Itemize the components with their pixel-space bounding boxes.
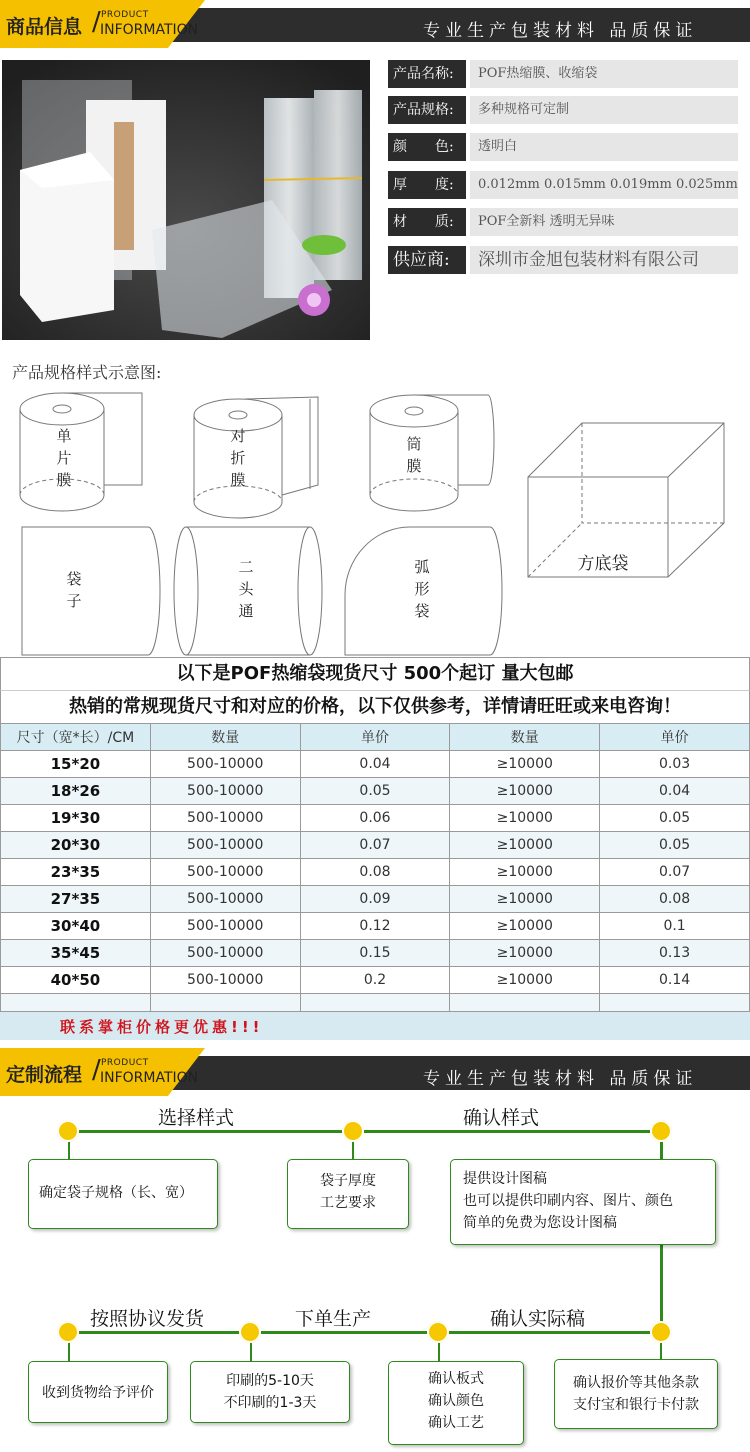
cell-price: 0.13 [600, 940, 750, 967]
info-value: POF热缩膜、收缩袋 [470, 60, 738, 88]
box-confirm [388, 1361, 524, 1445]
cell-price: 0.07 [300, 832, 450, 859]
box-lead-time [190, 1361, 350, 1423]
box-line: 也可以提供印刷内容、图片、颜色 [463, 1193, 673, 1209]
box-line: 确认工艺 [428, 1415, 484, 1431]
header-en: INFORMATION [100, 22, 199, 38]
table-title: 以下是POF热缩袋现货尺寸 500个起订 量大包邮 [0, 657, 750, 690]
cell-price: 0.08 [300, 859, 450, 886]
cell-empty [600, 994, 750, 1012]
cell-quantity: 500-10000 [150, 913, 300, 940]
header-cell-price: 单价 [600, 724, 750, 751]
box-size [28, 1159, 218, 1229]
box-design [450, 1159, 716, 1245]
shape-text: 对 折 膜 [230, 427, 246, 489]
info-row-supplier [388, 246, 738, 274]
cell-price: 0.05 [300, 778, 450, 805]
info-value: 透明白 [470, 133, 738, 161]
box-line: 确认板式 [428, 1371, 484, 1387]
cell-price: 0.04 [300, 751, 450, 778]
cell-size: 35*45 [1, 940, 151, 967]
cell-price: 0.07 [600, 859, 750, 886]
shape-single-label [52, 425, 76, 491]
header-slogan: 专业生产包装材料 品质保证 [423, 1069, 698, 1089]
shape-text: 单 片 膜 [56, 427, 72, 489]
contact-bar [0, 1012, 750, 1040]
process-header [0, 1048, 750, 1096]
flow-dot [57, 1321, 79, 1343]
info-row-spec [388, 96, 738, 124]
cell-size: 20*30 [1, 832, 151, 859]
cell-price: 0.06 [300, 805, 450, 832]
info-label: 产品规格: [388, 96, 466, 124]
shape-square-label [558, 553, 648, 575]
info-value: 深圳市金旭包装材料有限公司 [470, 246, 738, 274]
table-row [1, 859, 750, 886]
cell-size: 18*26 [1, 778, 151, 805]
info-label: 供应商: [388, 246, 466, 274]
box-review [28, 1361, 168, 1423]
header-title: 定制流程 [6, 1064, 83, 1086]
flow-dot [650, 1321, 672, 1343]
table-row [1, 940, 750, 967]
header-cell-size: 尺寸（宽*长）/CM [1, 724, 151, 751]
step-select-style: 选择样式 [158, 1107, 235, 1129]
flow-dot [650, 1120, 672, 1142]
header-title: 商品信息 [6, 16, 83, 38]
box-line: 工艺要求 [320, 1195, 376, 1211]
cell-quantity: ≥10000 [450, 967, 600, 994]
shape-bag-label [62, 568, 86, 612]
table-row [1, 886, 750, 913]
product-photo [2, 60, 370, 340]
cell-empty [1, 994, 151, 1012]
cell-quantity: 500-10000 [150, 886, 300, 913]
cell-quantity: ≥10000 [450, 859, 600, 886]
box-line: 确定袋子规格（长、宽） [39, 1185, 193, 1201]
shape-text: 弧 形 袋 [414, 558, 430, 620]
price-table [0, 723, 750, 1012]
cell-quantity: 500-10000 [150, 832, 300, 859]
table-row-empty [1, 994, 750, 1012]
box-line: 简单的免费为您设计图稿 [463, 1215, 617, 1231]
shape-text: 袋 子 [66, 570, 82, 610]
header-separator: / [92, 7, 101, 37]
box-line: 不印刷的1-3天 [223, 1395, 317, 1411]
shape-tube-label [402, 433, 426, 477]
step-ship: 按照协议发货 [90, 1308, 205, 1330]
box-line: 确认报价等其他条款 [573, 1375, 699, 1391]
cell-size: 19*30 [1, 805, 151, 832]
cell-quantity: 500-10000 [150, 859, 300, 886]
info-header [0, 0, 750, 48]
cell-quantity: ≥10000 [450, 886, 600, 913]
shape-text: 方底袋 [577, 554, 629, 574]
table-subtitle: 热销的常规现货尺寸和对应的价格，以下仅供参考，详情请旺旺或来电咨询！ [0, 690, 750, 724]
cell-price: 0.03 [600, 751, 750, 778]
cell-quantity: ≥10000 [450, 832, 600, 859]
cell-price: 0.05 [600, 832, 750, 859]
table-row [1, 751, 750, 778]
cell-quantity: 500-10000 [150, 751, 300, 778]
table-row [1, 778, 750, 805]
cell-quantity: ≥10000 [450, 778, 600, 805]
shape-folded-label [226, 425, 250, 491]
info-row-name [388, 60, 738, 88]
cell-quantity: 500-10000 [150, 940, 300, 967]
box-line: 印刷的5-10天 [226, 1373, 314, 1389]
flow-line-bottom [68, 1331, 662, 1334]
cell-empty [450, 994, 600, 1012]
cell-size: 23*35 [1, 859, 151, 886]
cell-price: 0.2 [300, 967, 450, 994]
cell-quantity: 500-10000 [150, 778, 300, 805]
info-label: 材 质: [388, 208, 466, 236]
cell-quantity: 500-10000 [150, 967, 300, 994]
cell-quantity: ≥10000 [450, 751, 600, 778]
shape-arc-label [410, 556, 434, 622]
contact-text: 联系掌柜价格更优惠!!! [60, 1018, 264, 1036]
cell-size: 27*35 [1, 886, 151, 913]
spec-diagram [0, 385, 750, 657]
spec-title: 产品规格样式示意图: [12, 363, 162, 382]
box-line: 确认颜色 [428, 1393, 484, 1409]
box-thickness [287, 1159, 409, 1229]
cell-empty [150, 994, 300, 1012]
cell-quantity: ≥10000 [450, 805, 600, 832]
cell-size: 40*50 [1, 967, 151, 994]
table-row [1, 805, 750, 832]
table-row [1, 913, 750, 940]
table-row [1, 967, 750, 994]
box-line: 收到货物给予评价 [42, 1385, 154, 1401]
flow-dot [57, 1120, 79, 1142]
cell-price: 0.05 [600, 805, 750, 832]
table-header-row [1, 724, 750, 751]
header-separator: / [92, 1055, 101, 1085]
info-label: 厚 度: [388, 171, 466, 199]
step-confirm-style: 确认样式 [463, 1107, 540, 1129]
header-cell-qty: 数量 [150, 724, 300, 751]
cell-price: 0.15 [300, 940, 450, 967]
cell-size: 15*20 [1, 751, 151, 778]
cell-price: 0.12 [300, 913, 450, 940]
info-value: 多种规格可定制 [470, 96, 738, 124]
info-row-material [388, 208, 738, 236]
info-row-thickness [388, 171, 738, 199]
cell-empty [300, 994, 450, 1012]
info-row-color [388, 133, 738, 161]
cell-quantity: 500-10000 [150, 805, 300, 832]
step-confirm-draft: 确认实际稿 [490, 1308, 586, 1330]
info-label: 产品名称: [388, 60, 466, 88]
info-value: 0.012mm 0.015mm 0.019mm 0.025mm [470, 171, 738, 199]
box-line: 支付宝和银行卡付款 [573, 1397, 699, 1413]
flow-dot [427, 1321, 449, 1343]
table-row [1, 832, 750, 859]
header-en: INFORMATION [100, 1070, 199, 1086]
shape-open-label [234, 556, 258, 622]
cell-price: 0.04 [600, 778, 750, 805]
header-cell-price: 单价 [300, 724, 450, 751]
cell-quantity: ≥10000 [450, 913, 600, 940]
header-slogan: 专业生产包装材料 品质保证 [423, 21, 698, 41]
box-line: 提供设计图稿 [463, 1171, 547, 1187]
cell-price: 0.08 [600, 886, 750, 913]
flow-dot [239, 1321, 261, 1343]
cell-quantity: ≥10000 [450, 940, 600, 967]
header-en-small: PRODUCT [101, 10, 149, 20]
shape-text: 筒 膜 [406, 435, 422, 475]
flow-line-top [68, 1130, 662, 1133]
step-production: 下单生产 [295, 1308, 372, 1330]
cell-price: 0.1 [600, 913, 750, 940]
info-label: 颜 色: [388, 133, 466, 161]
flow-dot [342, 1120, 364, 1142]
box-line: 袋子厚度 [320, 1173, 376, 1189]
header-en-small: PRODUCT [101, 1058, 149, 1068]
shape-text: 二 头 通 [238, 558, 254, 620]
cell-size: 30*40 [1, 913, 151, 940]
header-cell-qty: 数量 [450, 724, 600, 751]
cell-price: 0.14 [600, 967, 750, 994]
box-payment [554, 1359, 718, 1429]
cell-price: 0.09 [300, 886, 450, 913]
info-value: POF全新料 透明无异味 [470, 208, 738, 236]
